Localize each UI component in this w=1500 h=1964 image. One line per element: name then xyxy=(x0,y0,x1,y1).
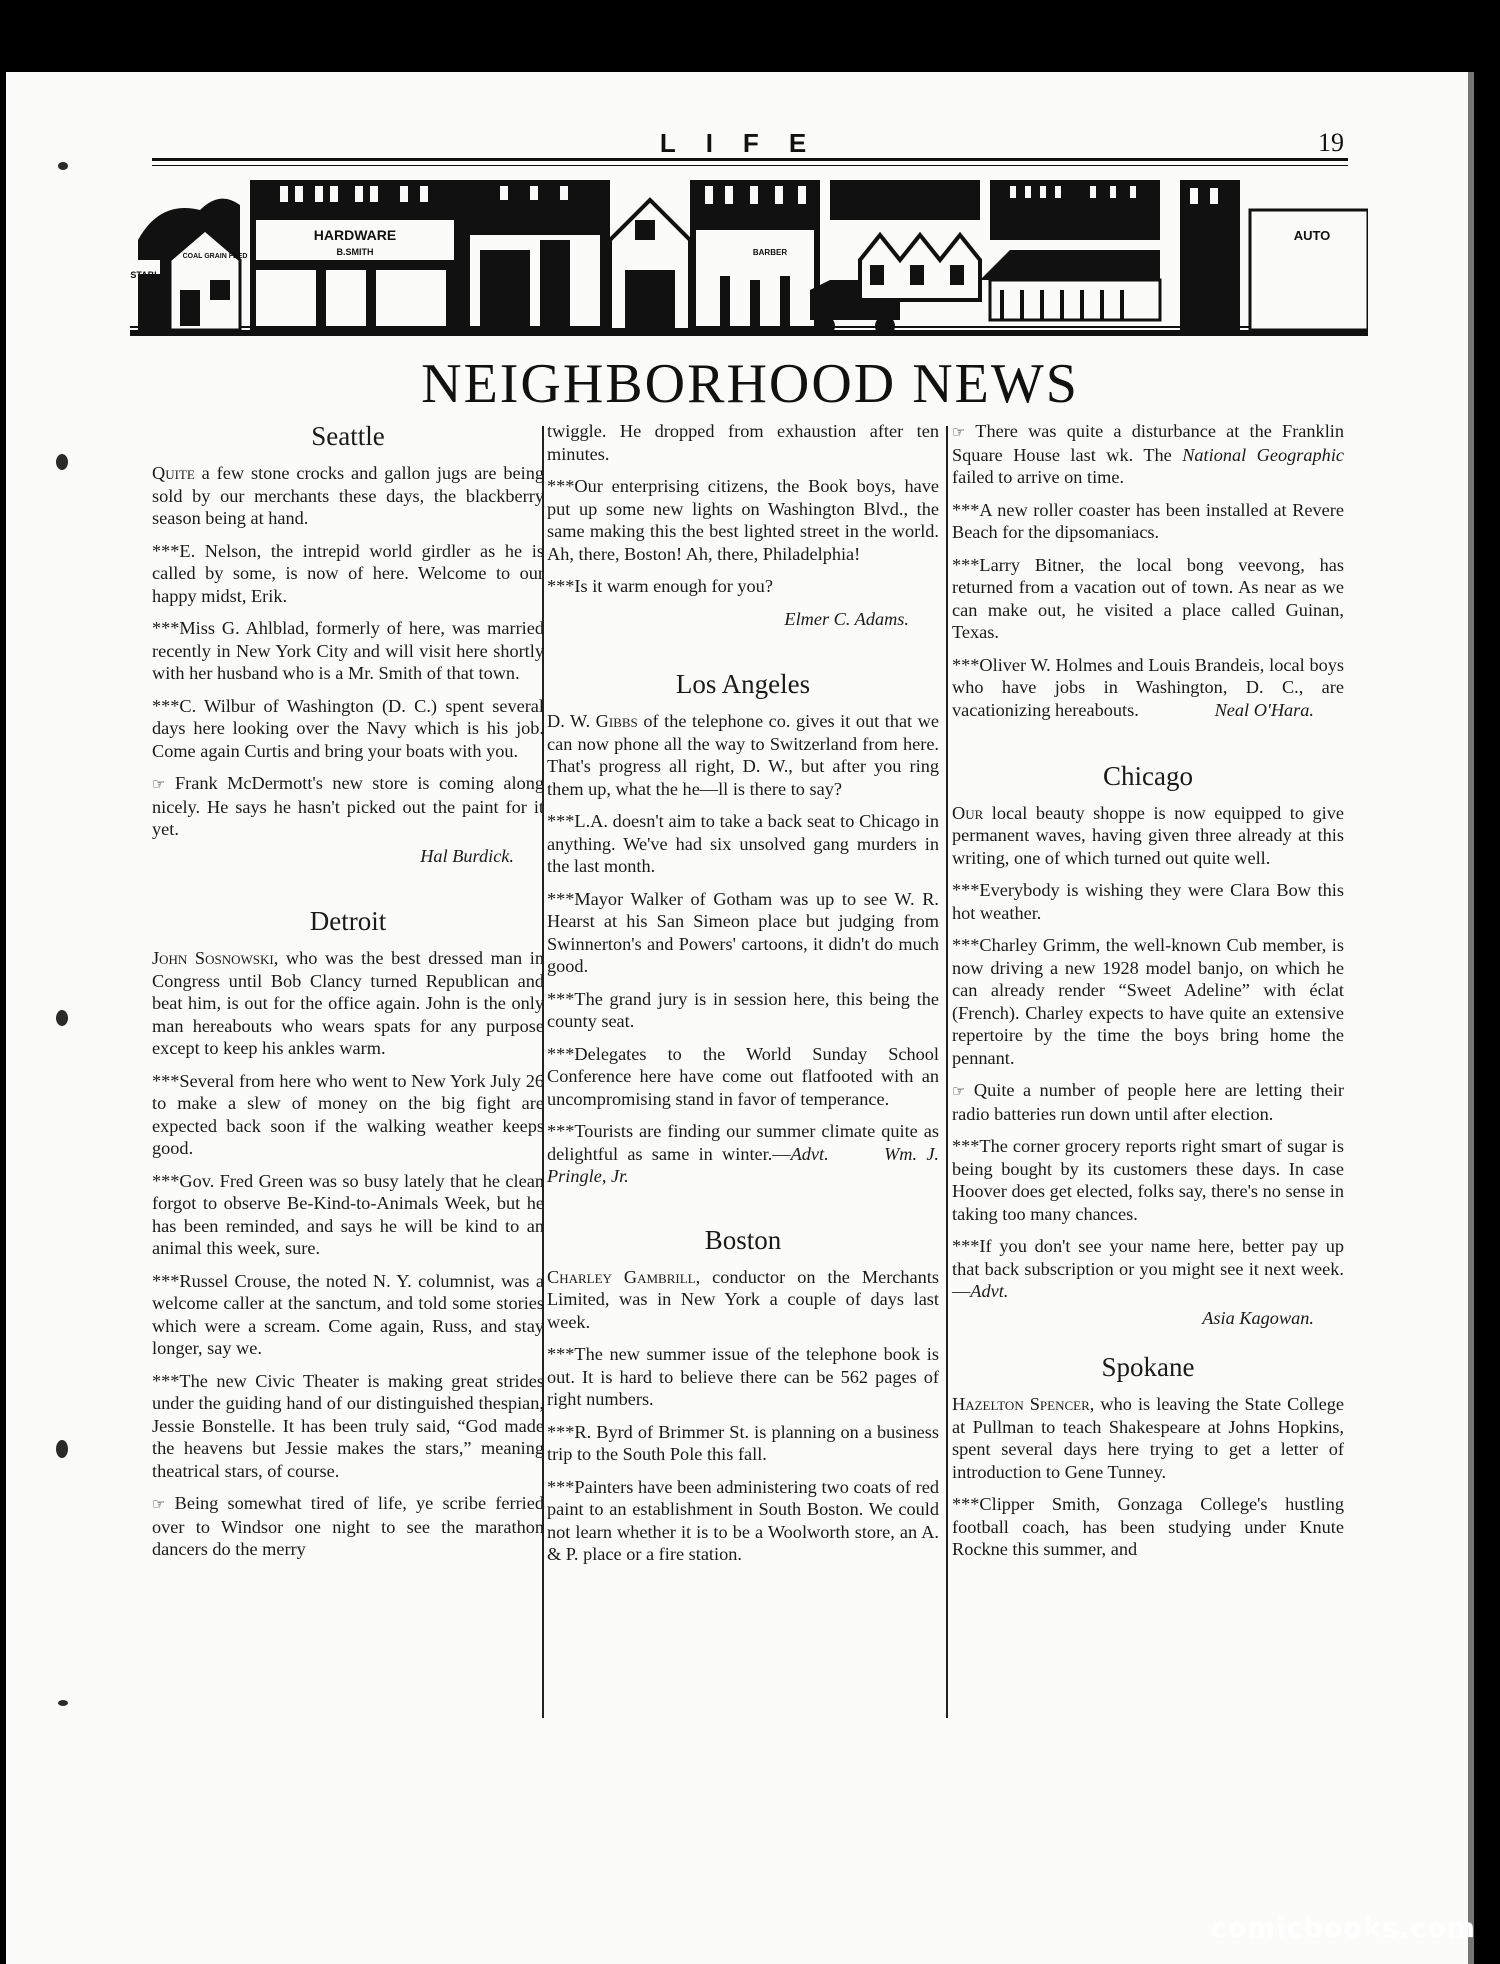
news-item: ***Tourists are finding our summer climate quite as delightful as same in winter.—Advt. Wm. J. Pringle, Jr. xyxy=(547,1121,939,1186)
column-1 xyxy=(152,420,544,1720)
city-heading-seattle: Seattle xyxy=(311,421,385,451)
news-item: ***If you don't see your name here, better pay up that back subscription or you might see it next week.—Advt. xyxy=(952,1236,1344,1301)
lead-words: John Sosnowski, xyxy=(152,948,279,968)
source-watermark: comicbooks.com xyxy=(1210,1913,1476,1944)
news-item: ☞ There was quite a disturbance at the Franklin Square House last wk. The National Geographic failed to arrive on time. xyxy=(952,421,1345,487)
news-item: ***E. Nelson, the intrepid world girdler as he is called by some, is now of here. Welcome to our happy midst, Erik. xyxy=(152,540,544,606)
news-item: ***A new roller coaster has been installed at Revere Beach for the dipsomaniacs. xyxy=(952,499,1344,542)
binding-hole xyxy=(56,1010,68,1026)
column-3 xyxy=(952,420,1344,1720)
pointing-hand-icon: ☞ xyxy=(152,775,166,793)
magazine-title: LIFE xyxy=(659,128,837,158)
pointing-hand-icon: ☞ xyxy=(952,423,966,441)
header-rule-thick xyxy=(152,158,1348,161)
page-edge-shadow xyxy=(1468,72,1474,1964)
stable-sign: STABLE xyxy=(130,270,166,280)
news-item: Our local beauty shoppe is now equipped to give permanent waves, having given three already at this writing, one of which turned out quite well. xyxy=(952,802,1344,868)
hardware-sign: HARDWARE xyxy=(313,227,397,243)
news-item: ***Oliver W. Holmes and Louis Brandeis, local boys who have jobs in Washington, D. C., are vacationizing hereabouts. xyxy=(952,654,1344,720)
smith-sign: B.SMITH xyxy=(336,247,374,257)
lead-words: Hazelton Spencer, xyxy=(952,1394,1095,1414)
pointing-hand-icon: ☞ xyxy=(952,1082,966,1100)
news-item: ***Our enterprising citizens, the Book boys, have put up some new lights on Washington Blvd., the same making this the best lighted street in the world. Ah, there, Boston! Ah, there, Philadelphia! xyxy=(547,476,939,564)
binding-hole xyxy=(56,1440,68,1458)
city-heading-boston: Boston xyxy=(704,1224,782,1255)
barber-sign: BARBER xyxy=(752,248,788,257)
page-header xyxy=(148,128,1348,158)
news-item: ☞ Frank McDermott's new store is coming along nicely. He says he hasn't picked out the paint for it yet. xyxy=(152,773,544,839)
column-2 xyxy=(547,420,939,1720)
news-item: ***C. Wilbur of Washington (D. C.) spent several days here looking over the Navy which is his job. Come again Curtis and bring your boats with you. xyxy=(152,695,544,761)
news-item: ***The corner grocery reports right smart of sugar is being bought by its customers these days. In case Hoover does get elected, folks say, there's no sense in taking too many chances. xyxy=(952,1136,1344,1224)
lead-words: Quite xyxy=(152,463,195,483)
news-item: ***Everybody is wishing they were Clara Bow this hot weather. xyxy=(952,880,1344,923)
news-item: ***Painters have been administering two coats of red paint to an establishment in South Boston. We could not learn whether it is to be a Woolworth store, an A. & P. place or a fire station. xyxy=(547,1476,939,1564)
news-item: ***The new Civic Theater is making great strides under the guiding hand of our distinguished thespian, Jessie Bonstelle. It has been truly said, “God made the heavens but Jessie makes the stars,” meaning theatrical stars, of course. xyxy=(152,1370,544,1481)
news-item: ☞ Being somewhat tired of life, ye scribe ferried over to Windsor one night to see the marathon dancers do the merry xyxy=(152,1493,544,1559)
signature: Asia Kagowan. xyxy=(1202,1307,1314,1328)
news-item: D. W. Gibbs of the telephone co. gives it out that we can now phone all the way to Switzerland from here. That's progress all right, D. W., but after you ring them up, what the he—ll is there to say? xyxy=(547,711,939,799)
news-item: Quite a few stone crocks and gallon jugs are being sold by our merchants these days, the blackberry season being at hand. xyxy=(152,463,544,528)
binding-hole xyxy=(58,1700,68,1706)
main-street-illustration xyxy=(130,180,1368,340)
column-divider xyxy=(946,426,948,1718)
page-headline: NEIGHBORHOOD NEWS xyxy=(421,353,1079,415)
news-item-continued: twiggle. He dropped from exhaustion after ten minutes. xyxy=(547,421,939,464)
news-item: ***Larry Bitner, the local bong veevong, has returned from a vacation out of town. As near as we can make out, he visited a place called Guinan, Texas. xyxy=(952,554,1344,642)
signature: Neal O'Hara. xyxy=(1214,700,1314,720)
signature: Elmer C. Adams. xyxy=(784,608,909,629)
news-item: ***The new summer issue of the telephone book is out. It is hard to believe there can be 562 pages of right numbers. xyxy=(547,1344,939,1409)
pointing-hand-icon: ☞ xyxy=(152,1495,166,1513)
auto-sign: AUTO xyxy=(1293,228,1331,243)
city-heading-los-angeles: Los Angeles xyxy=(675,669,811,699)
city-heading-detroit: Detroit xyxy=(309,906,387,936)
coal-sign: COAL GRAIN FEED xyxy=(182,253,248,260)
lead-words: D. W. Gibbs xyxy=(547,711,638,731)
news-item: ***The grand jury is in session here, this being the county seat. xyxy=(547,988,939,1031)
page-number: 19 xyxy=(1318,128,1344,157)
news-item: ***Miss G. Ahlblad, formerly of here, was married recently in New York City and will visit here shortly with her husband who is a Mr. Smith of that town. xyxy=(152,618,544,683)
news-item: Charley Gambrill, conductor on the Merchants Limited, was in New York a couple of days last week. xyxy=(547,1266,939,1332)
news-item: John Sosnowski, who was the best dressed man in Congress until Bob Clancy turned Republican and beat him, is out for the office again. John is the only man hereabouts who wears spats for any purpose except to keep his ankles warm. xyxy=(152,948,544,1058)
news-item: ***R. Byrd of Brimmer St. is planning on a business trip to the South Pole this fall. xyxy=(547,1421,939,1464)
news-item: ☞ Quite a number of people here are letting their radio batteries run down until after election. xyxy=(952,1080,1344,1124)
signature: Wm. J. Pringle, Jr. xyxy=(547,1143,939,1186)
news-item: Hazelton Spencer, who is leaving the State College at Pullman to teach Shakespeare at Johns Hopkins, spent several days here trying to get a letter of introduction to Gene Tunney. xyxy=(952,1394,1345,1482)
news-item: ***Gov. Fred Green was so busy lately that he clean forgot to observe Be-Kind-to-Animals Week, but he has been reminded, and says he will be kind to an animal this week, sure. xyxy=(152,1170,544,1258)
news-item: ***Mayor Walker of Gotham was up to see W. R. Hearst at his San Simeon place but judging from Swinnerton's and Powers' cartoons, it didn't do much good. xyxy=(547,888,939,976)
news-item: ***Charley Grimm, the well-known Cub member, is now driving a new 1928 model banjo, on which he can already render “Sweet Adeline” with éclat (French). Charley expects to have quite an extensive repertoire by the time the boys bring home the pennant. xyxy=(952,935,1344,1068)
header-rule-thin xyxy=(152,165,1348,166)
news-item: ***Clipper Smith, Gonzaga College's hustling football coach, has been studying under Knute Rockne this summer, and xyxy=(952,1494,1344,1559)
news-item: ***Is it warm enough for you? xyxy=(547,576,773,596)
news-item: ***Delegates to the World Sunday School Conference here have come out flatfooted with an uncompromising stand in favor of temperance. xyxy=(547,1043,939,1109)
city-heading-chicago: Chicago xyxy=(1103,760,1193,791)
news-item: ***Several from here who went to New York July 26 to make a slew of money on the big fight are expected back soon if the walking weather keeps good. xyxy=(152,1070,544,1158)
lead-words: Charley Gambrill, xyxy=(547,1266,701,1287)
news-item: ***Russel Crouse, the noted N. Y. columnist, was a welcome caller at the sanctum, and told some stories which were a scream. Come again, Russ, and stay longer, say we. xyxy=(152,1270,544,1358)
binding-hole xyxy=(58,162,68,170)
city-heading-spokane: Spokane xyxy=(1101,1352,1195,1382)
binding-hole xyxy=(56,454,68,470)
signature: Hal Burdick. xyxy=(420,845,514,866)
lead-words: Our xyxy=(952,802,984,823)
news-item: ***L.A. doesn't aim to take a back seat to Chicago in anything. We've had six unsolved gang murders in the last month. xyxy=(547,811,939,876)
